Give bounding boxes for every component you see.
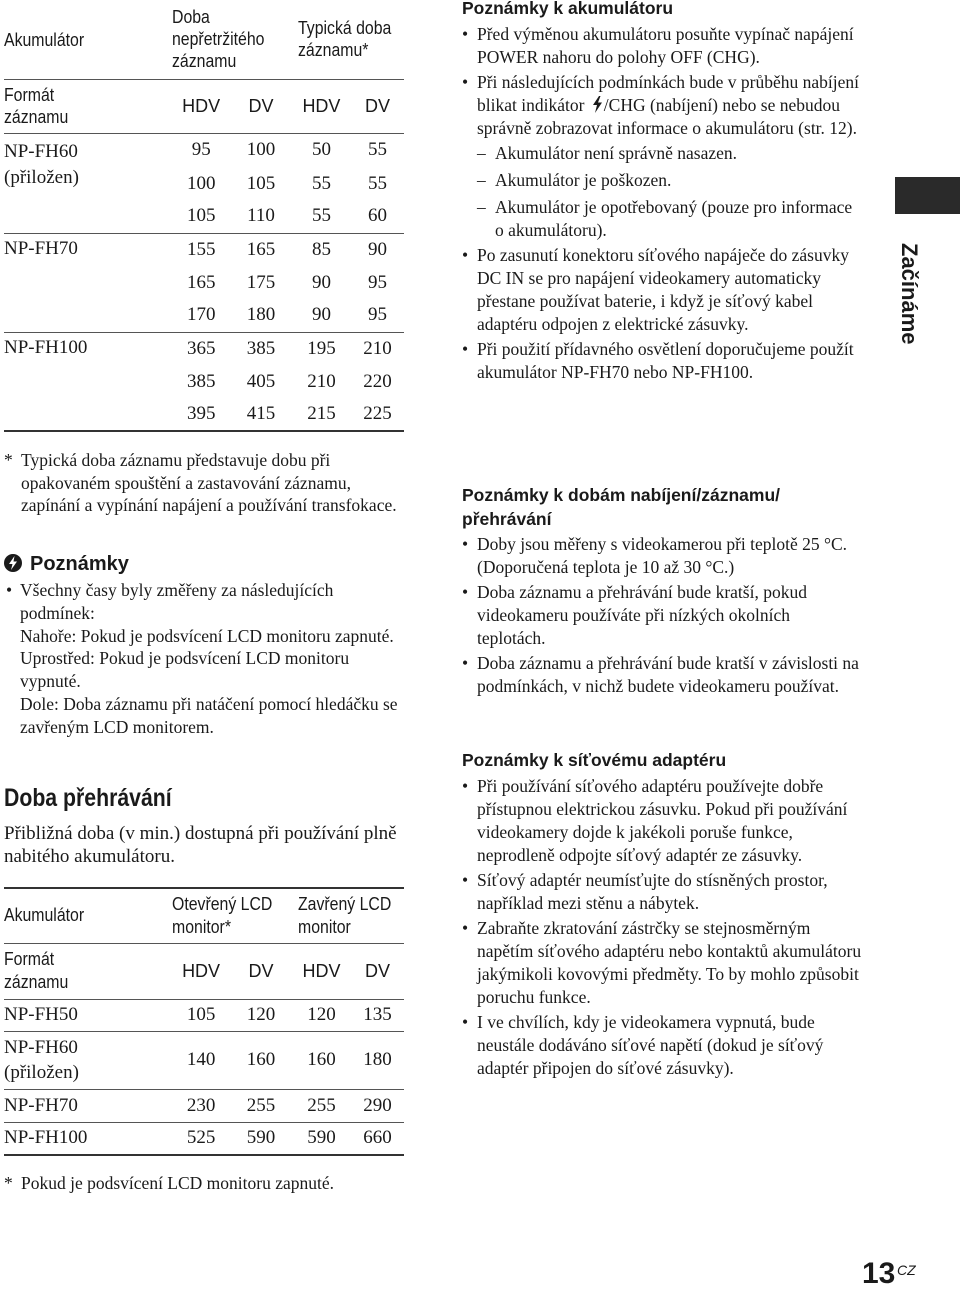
playback-title: Doba přehrávání (4, 784, 172, 812)
list-item: • Před výměnou akumulátoru posuňte vypínač napájení POWER nahoru do polohy OFF (CHG). (462, 24, 854, 67)
table-cell: 175 (246, 271, 276, 293)
table-cell: 395 (172, 398, 230, 431)
warning-icon (4, 554, 22, 572)
list-item: • Při následujících podmínkách bude v průběhu nabíjení blikat indikátor /CHG (nabíjení) nebo se nebudou správně zobrazovat informace o akumulátoru (str. 12). (462, 72, 859, 138)
battery-name: NP-FH60 (přiložen) (4, 1031, 172, 1089)
table-cell: 255 (292, 1089, 351, 1122)
table-cell: 590 (292, 1122, 351, 1155)
table-cell: 90 (368, 238, 387, 260)
battery-name: NP-FH50 (4, 999, 172, 1031)
table-cell: 105 (172, 200, 230, 233)
table-cell: 210 (307, 370, 336, 392)
col-continuous-header: Doba nepřetržitého záznamu (172, 7, 265, 71)
recording-time-table (4, 3, 404, 432)
table-row (4, 999, 404, 1031)
table-cell: 415 (230, 398, 292, 431)
table-cell: 220 (363, 370, 392, 392)
format-hdv: HDV (292, 79, 351, 133)
table-cell: 50 (311, 139, 331, 161)
table-row (4, 332, 404, 365)
table-cell: 90 (292, 299, 351, 332)
format-label: Formát záznamu (4, 85, 69, 127)
table-cell: 120 (292, 999, 351, 1031)
table-row (4, 1089, 404, 1122)
table-cell: 170 (172, 299, 230, 332)
table-cell: 55 (292, 200, 351, 233)
table-cell: 385 (246, 337, 276, 359)
col-typical-header: Typická doba záznamu* (297, 18, 392, 60)
list-item: – Akumulátor je poškozen. (477, 170, 672, 190)
list-item: • Doba záznamu a přehrávání bude kratší v závislosti na podmínkách, v nichž budete videokameru používat. (462, 653, 859, 696)
table-cell: 160 (292, 1031, 351, 1089)
charging-notes-list (462, 533, 862, 700)
list-item: • Doba záznamu a přehrávání bude kratší, pokud videokameru používáte při nízkých okolních teplotách. (462, 582, 807, 648)
table-cell: 225 (351, 398, 404, 431)
table-cell: 105 (246, 172, 276, 194)
chapter-tab-marker (895, 177, 960, 214)
table-cell: 255 (230, 1089, 292, 1122)
battery-name: NP-FH70 (4, 1089, 172, 1122)
table-cell: 140 (172, 1031, 230, 1089)
list-item: – Akumulátor je opotřebovaný (pouze pro informace o akumulátoru). (477, 197, 853, 240)
adapter-notes-list (462, 775, 862, 1082)
format-hdv: HDV (292, 943, 351, 999)
table-cell: 165 (186, 271, 216, 293)
table-cell: 95 (191, 139, 211, 161)
table-cell: 55 (368, 172, 387, 194)
table-cell: 135 (351, 999, 404, 1031)
table-cell: 210 (363, 337, 392, 359)
list-item: • Při použití přídavného osvětlení doporučujeme použít akumulátor NP-FH70 nebo NP-FH100. (462, 339, 854, 382)
battery-name: NP-FH100 (4, 332, 172, 431)
lcd-footnote: * Pokud je podsvícení LCD monitoru zapnuté. (4, 1173, 335, 1193)
table-row (4, 1122, 404, 1155)
table-cell: 155 (186, 238, 216, 260)
table-cell: 405 (246, 370, 276, 392)
table-cell: 160 (230, 1031, 292, 1089)
table-cell: 95 (368, 271, 387, 293)
table-cell: 385 (186, 370, 216, 392)
table-cell: 105 (172, 999, 230, 1031)
table-cell: 180 (230, 299, 292, 332)
table-cell: 85 (311, 238, 331, 260)
format-dv: DV (351, 943, 404, 999)
table-row (4, 1031, 404, 1089)
table-cell: 230 (172, 1089, 230, 1122)
col-battery-header: Akumulátor (4, 30, 85, 51)
table-row (4, 133, 404, 167)
list-item: • I ve chvílích, kdy je videokamera vypnutá, bude neustále dodáváno síťové napětí (dokud je síťový adaptér připojen do síťové zásuvky). (462, 1012, 824, 1078)
list-item: • Po zasunutí konektoru síťového napáječe do zásuvky DC IN se pro napájení videokamery automaticky přestane používat baterie, i když je síťový kabel adaptéru odpojen z elektrické zásuvky. (462, 245, 849, 334)
table-cell: 180 (351, 1031, 404, 1089)
typical-time-footnote: * Typická doba záznamu představuje dobu při opakovaném spouštění a zastavování záznamu, zapínání a vypínání napájení a používání transfokace. (4, 450, 397, 515)
page-number: 13 (862, 1257, 896, 1290)
col-closed-lcd-header: Zavřený LCD monitor (297, 893, 392, 937)
table-cell: 165 (246, 238, 276, 260)
format-dv: DV (230, 943, 292, 999)
playback-intro: Přibližná doba (v min.) dostupná při používání plně nabitého akumulátoru. (4, 823, 397, 867)
playback-time-table (4, 887, 404, 1156)
format-label: Formát záznamu (4, 949, 69, 992)
battery-name: NP-FH60 (přiložen) (4, 133, 172, 233)
list-item: – Akumulátor není správně nasazen. (477, 143, 738, 163)
list-item: • Zabraňte zkratování zástrčky se stejnosměrným napětím síťového adaptéru nebo kontaktů akumulátoru jakýmikoli kovovými předměty. To by mohlo způsobit poruchu funkce. (462, 918, 862, 1007)
table-cell: 525 (172, 1122, 230, 1155)
format-hdv: HDV (172, 79, 230, 133)
table-cell: 95 (351, 299, 404, 332)
table-cell: 60 (351, 200, 404, 233)
battery-notes-list (462, 23, 862, 386)
notes-list: • Všechny časy byly změřeny za následujících podmínek: Nahoře: Pokud je podsvícení LCD monitoru zapnuté. Uprostřed: Pokud je podsvícení LCD monitoru vypnuté. Dole: Doba záznamu při natáčení pomocí hledáčku se zavřeným LCD monitorem. (6, 580, 398, 737)
table-cell: 100 (186, 172, 216, 194)
table-cell: 365 (186, 337, 216, 359)
format-hdv: HDV (172, 943, 230, 999)
table-cell: 110 (230, 200, 292, 233)
table-cell: 100 (246, 139, 276, 161)
col-open-lcd-header: Otevřený LCD monitor* (172, 893, 273, 937)
table-cell: 195 (307, 337, 336, 359)
list-item: • Síťový adaptér neumísťujte do stísněných prostor, například mezi stěnu a nábytek. (462, 870, 828, 913)
chapter-tab-label: Začínáme (897, 243, 922, 345)
page-language-code: CZ (897, 1262, 916, 1278)
table-cell: 590 (230, 1122, 292, 1155)
battery-notes-heading: Poznámky k akumulátoru (462, 0, 674, 18)
battery-name: NP-FH100 (4, 1122, 172, 1155)
table-cell: 120 (230, 999, 292, 1031)
notes-heading: Poznámky (4, 553, 129, 576)
format-dv: DV (230, 79, 292, 133)
col-battery-header: Akumulátor (4, 905, 85, 926)
table-cell: 290 (351, 1089, 404, 1122)
table-cell: 55 (311, 172, 331, 194)
charging-notes-heading: Poznámky k dobám nabíjení/záznamu/ přehrávání (462, 485, 780, 529)
format-dv: DV (351, 79, 404, 133)
table-row (4, 233, 404, 266)
table-cell: 215 (292, 398, 351, 431)
list-item: • Při používání síťového adaptéru používejte dobře přístupnou elektrickou zásuvku. Pokud při používání videokamery dojde k jakékoli poruše funkce, neprodleně odpojte síťový adaptér ze zásuvky. (462, 776, 848, 865)
table-cell: 90 (311, 271, 331, 293)
list-item: • Doby jsou měřeny s videokamerou při teplotě 25 °C. (Doporučená teplota je 10 až 30 °C.) (462, 534, 848, 577)
charge-lightning-icon (592, 96, 603, 113)
battery-name: NP-FH70 (4, 233, 172, 332)
adapter-notes-heading: Poznámky k síťovému adaptéru (462, 750, 727, 770)
table-cell: 660 (351, 1122, 404, 1155)
table-cell: 55 (368, 139, 387, 161)
